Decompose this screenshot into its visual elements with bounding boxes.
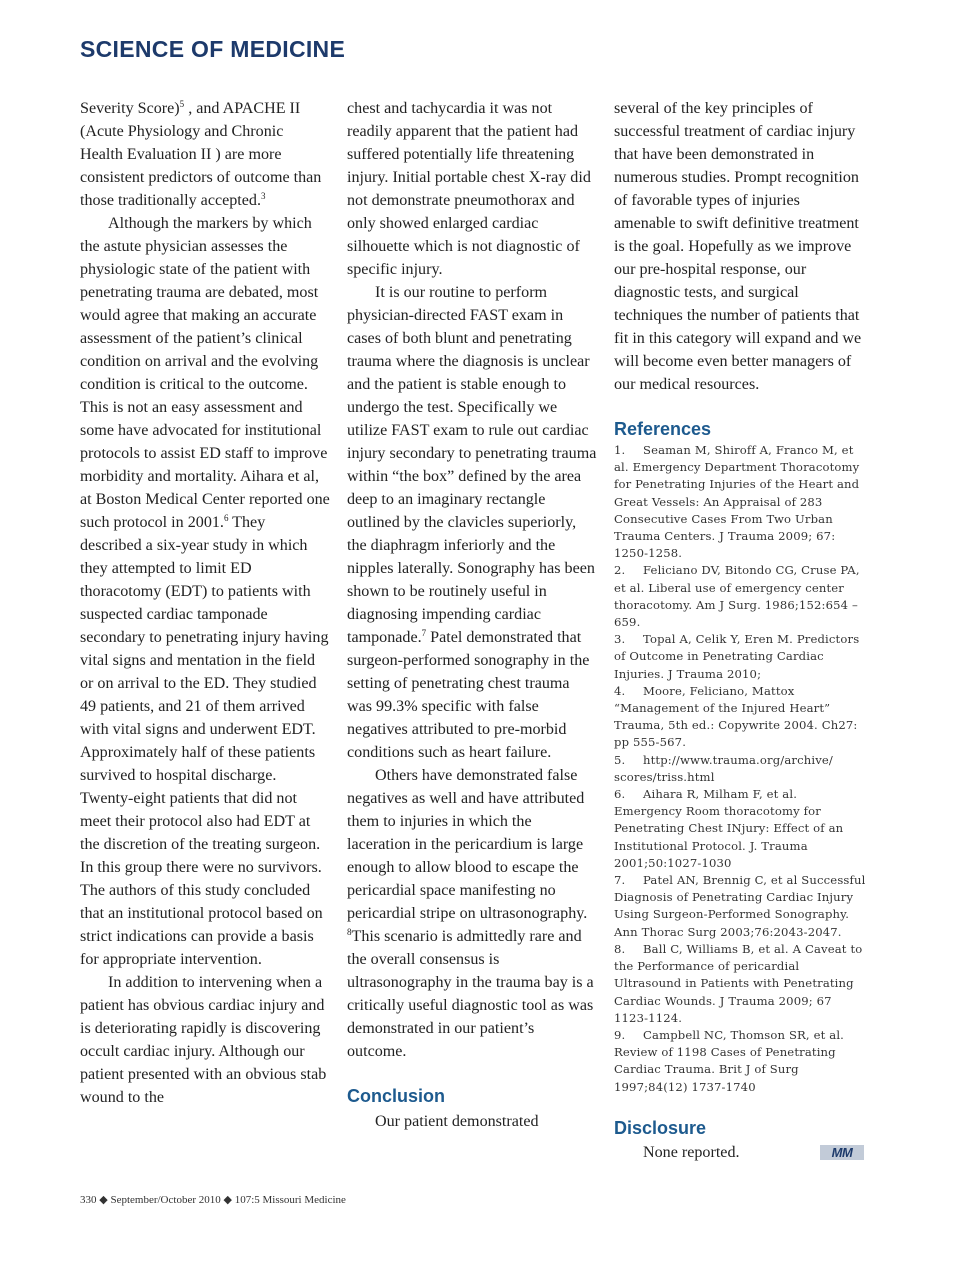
page-footer: 330 ◆ September/October 2010 ◆ 107:5 Missouri Medicine <box>80 1194 346 1206</box>
disclosure-heading: Disclosure <box>614 1117 707 1138</box>
citation-superscript: 6 <box>223 513 229 523</box>
reference-item: 1. Seaman M, Shiroff A, Franco M, et al. Emergency Department Thoracotomy for Penetrating Injuries of the Heart and Great Vessels: An Appraisal of 283 Consecutive Cases From Two Urban Trauma Centers. J Trauma 2009; 67: 1250-1258. <box>614 443 860 561</box>
paragraph: several of the key principles of successful treatment of cardiac injury that have been demonstrated in numerous studies. Prompt recognition of favorable types of injuries amenable to swift definitive treatment is the goal. Hopefully as we improve our pre-hospital response, our diagnostic tests, and surgical techniques the number of patients that fit in this category will expand and we will become even better managers of our medical resources. <box>614 100 862 393</box>
reference-item: 9. Campbell NC, Thomson SR, et al. Review of 1198 Cases of Penetrating Cardiac Trauma. Brit J of Surg 1997;84(12) 1737-1740 <box>614 1027 845 1094</box>
reference-item: 8. Ball C, Williams B, et al. A Caveat to the Performance of pericardial Ultrasound in Patients with Penetrating Cardiac Wounds. J Trauma 2009; 67 1123-1124. <box>614 941 863 1025</box>
column-2 <box>347 97 597 1133</box>
paragraph: It is our routine to perform physician-directed FAST exam in cases of both blunt and penetrating trauma where the diagnosis is unclear and the patient is stable enough to undergo the test. Specifically we utilize FAST exam to rule out cardiac injury secondary to penetrating trauma within “the box” defined by the area deep to an imaginary rectangle outlined by the clavicles superiorly, the diaphragm inferiorly and the nipples laterally. Sonography has been shown to be routinely useful in diagnosing impending cardiac tamponade.$^7$ Patel demonstrated that surgeon-performed sonography in the setting of penetrating chest trauma was 99.3% specific with false negatives attributed to pre-morbid conditions such as heart failure. <box>347 284 597 761</box>
paragraph: Severity Score)$^5$ , and APACHE II (Acute Physiology and Chronic Health Evaluation II ) are more consistent predictors of outcome than those traditionally accepted.$^3$ <box>80 99 322 209</box>
paragraph: Although the markers by which the astute physician assesses the physiologic state of the patient with penetrating trauma are debated, most would agree that making an accurate assessment of the patient’s clinical condition on arrival and the evolving condition is critical to the outcome. This is not an easy assessment and some have advocated for institutional protocols to assist ED staff to improve morbidity and mortality. Aihara et al, at Boston Medical Center reported one such protocol in 2001.$^6$ They described a six-year study in which they attempted to limit ED thoracotomy (EDT) to patients with suspected cardiac tamponade secondary to penetrating injury having vital signs and mentation in the field or on arrival to the ED. They studied 49 patients, and 21 of them arrived with vital signs and underwent EDT. Approximately half of these patients survived to hospital discharge. Twenty-eight patients that did not meet their protocol also had EDT at the discretion of the treating surgeon. In this group there were no survivors. The authors of this study concluded that an institutional protocol based on strict indications can provide a basis for appropriate intervention. <box>80 215 330 968</box>
reference-item: 3. Topal A, Celik Y, Eren M. Predictors of Outcome in Penetrating Cardiac Injuries. J Trauma 2010; <box>614 632 860 681</box>
disclosure-row <box>614 1141 864 1165</box>
paragraph: Others have demonstrated false negatives as well and have attributed them to injuries in which the laceration in the pericardium is large enough to allow blood to escape the pericardial space manifesting no pericardial stripe on ultrasonography. $^8$This scenario is admittedly rare and the overall consensus is ultrasonography in the trauma bay is a critically useful diagnostic tool as was demonstrated in our patient’s outcome. <box>347 767 594 1060</box>
reference-item: 5. http://www.trauma.org/archive/ scores/triss.html <box>614 752 833 784</box>
disclosure-text: None reported. <box>643 1143 740 1161</box>
section-title: SCIENCE OF MEDICINE <box>80 36 346 62</box>
citation-superscript: 7 <box>421 628 427 638</box>
missouri-medicine-logo-icon: MM <box>820 1145 864 1160</box>
reference-item: 4. Moore, Feliciano, Mattox “Management of the Injured Heart” Trauma, 5th ed.: Copywrite 2004. Ch27: pp 555-567. <box>614 683 858 750</box>
reference-item: 2. Feliciano DV, Bitondo CG, Cruse PA, et al. Liberal use of emergency center thoracotomy. Am J Surg. 1986;152:654 – 659. <box>614 563 860 630</box>
reference-item: 6. Aihara R, Milham F, et al. Emergency Room thoracotomy for Penetrating Chest INjury: Effect of an Institutional Protocol. J. Trauma 2001;50:1027-1030 <box>614 787 844 870</box>
references-heading: References <box>614 419 712 439</box>
paragraph: chest and tachycardia it was not readily apparent that the patient had suffered potentially life threatening injury. Initial portable chest X-ray did not demonstrate pneumothorax and only showed enlarged cardiac silhouette which is not diagnostic of specific injury. <box>347 100 591 278</box>
paragraph: In addition to intervening when a patient has obvious cardiac injury and is deteriorating rapidly is discovering occult cardiac injury. Although our patient presented with an obvious stab wound to the <box>80 974 327 1106</box>
column-1 <box>80 97 330 1109</box>
conclusion-heading: Conclusion <box>347 1086 445 1106</box>
reference-item: 7. Patel AN, Brennig C, et al Successful Diagnosis of Penetrating Cardiac Injury Using Surgeon-Performed Sonography. Ann Thorac Surg 2003;76:2043-2047. <box>614 873 866 939</box>
conclusion-text: Our patient demonstrated <box>375 1113 539 1130</box>
column-3 <box>614 97 864 1165</box>
reference-link[interactable]: http://www.trauma.org/archive/ scores/triss.html <box>614 752 833 784</box>
citation-superscript: 5 <box>179 99 185 109</box>
references-list <box>614 442 866 1096</box>
citation-superscript: 3 <box>260 191 266 201</box>
citation-superscript: 8 <box>347 927 352 937</box>
